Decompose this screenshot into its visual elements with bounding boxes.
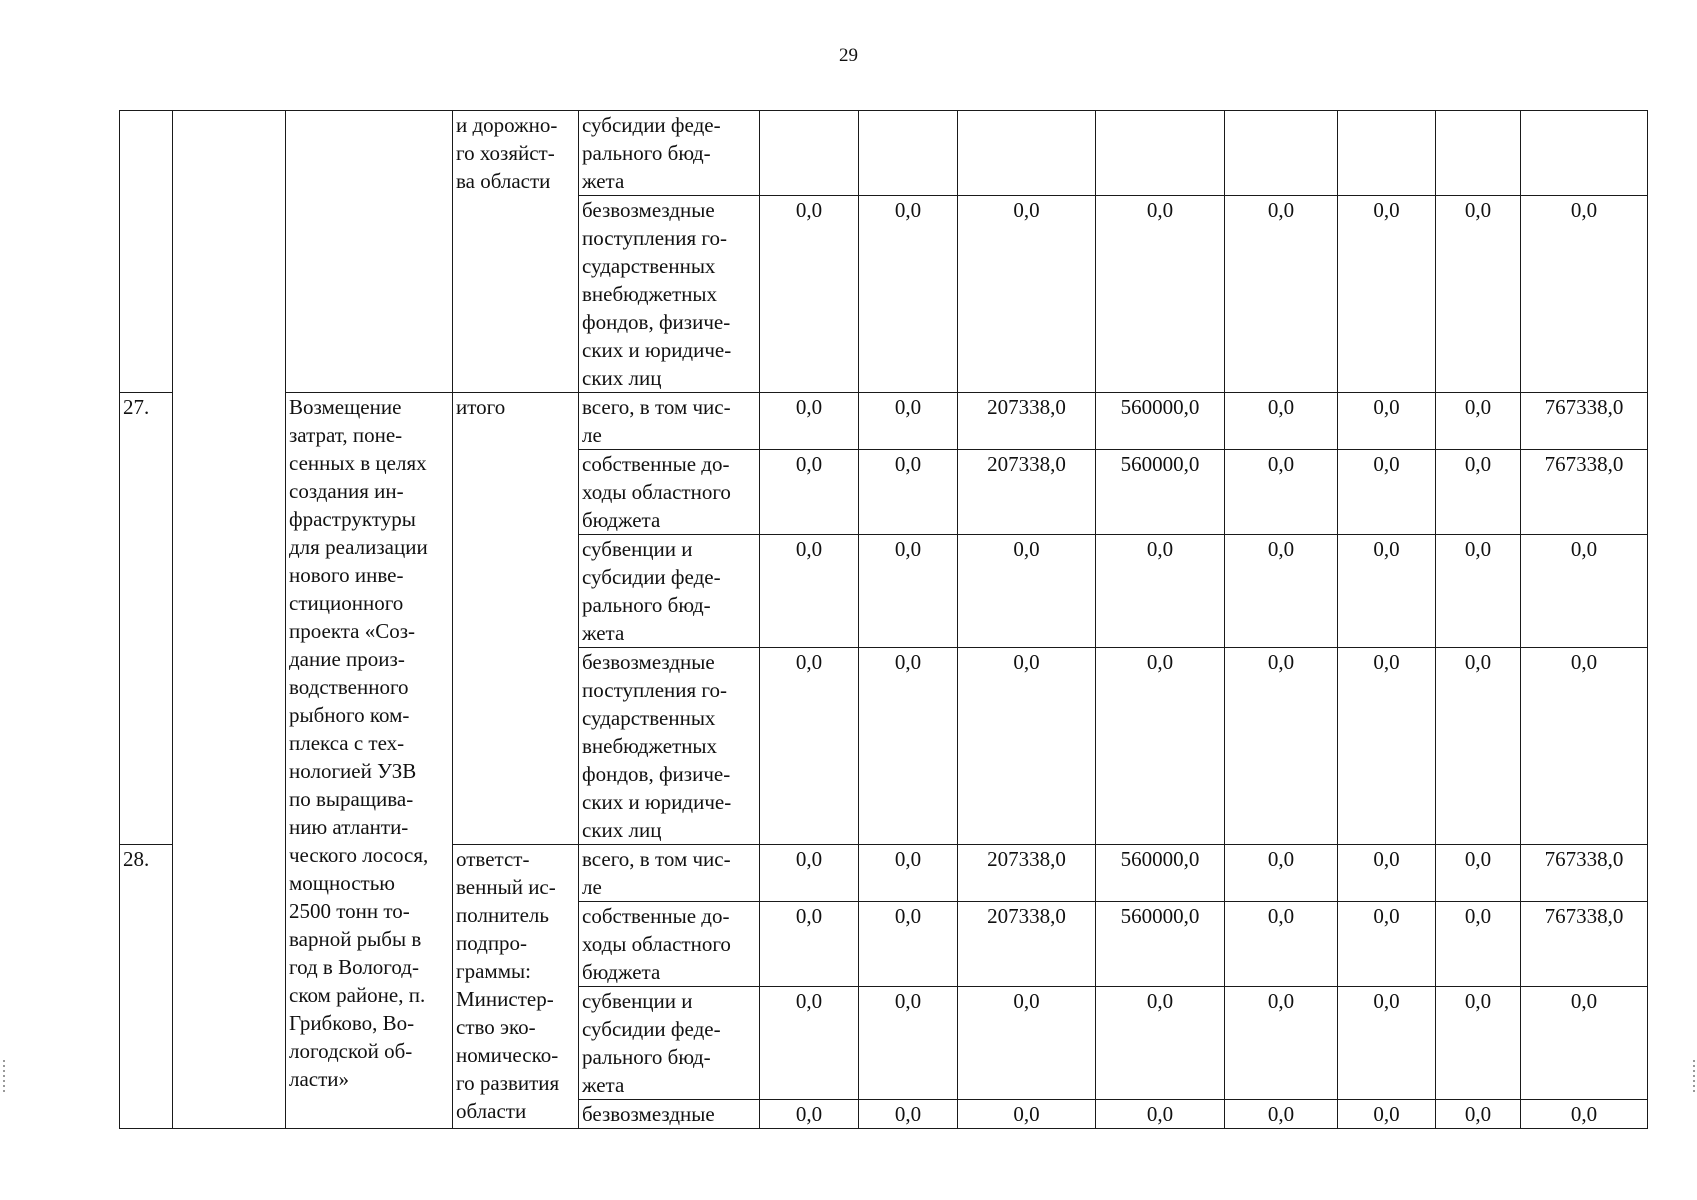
value-cell: 0,0 [1338, 535, 1436, 648]
value-cell [1436, 111, 1521, 196]
value-cell: 0,0 [1096, 648, 1225, 845]
funding-source-cell: собственные до- ходы областного бюджета [579, 902, 760, 987]
value-cell: 767338,0 [1521, 450, 1648, 535]
value-cell: 0,0 [859, 393, 958, 450]
table-row [120, 111, 1648, 196]
value-cell: 207338,0 [958, 393, 1096, 450]
executor-cell: и дорожно- го хозяйст- ва области [453, 111, 579, 393]
row-number-cell: 27. [120, 393, 173, 845]
value-cell: 0,0 [1521, 648, 1648, 845]
scan-edge-mark-left [3, 1060, 5, 1094]
value-cell: 0,0 [760, 393, 859, 450]
value-cell: 0,0 [1436, 987, 1521, 1100]
funding-source-cell: безвозмездные поступления го- сударственных внебюджетных фондов, физиче- ских и юридиче- ских лиц [579, 196, 760, 393]
value-cell [1225, 111, 1338, 196]
funding-source-cell: безвозмездные [579, 1100, 760, 1129]
value-cell: 0,0 [1338, 987, 1436, 1100]
value-cell: 0,0 [1521, 987, 1648, 1100]
value-cell: 0,0 [1436, 648, 1521, 845]
row-number-cell [120, 111, 173, 393]
budget-table [119, 110, 1648, 1129]
value-cell: 0,0 [1225, 845, 1338, 902]
value-cell: 0,0 [1436, 450, 1521, 535]
value-cell: 0,0 [1436, 902, 1521, 987]
value-cell: 767338,0 [1521, 845, 1648, 902]
value-cell: 0,0 [1338, 196, 1436, 393]
value-cell [760, 111, 859, 196]
value-cell: 0,0 [1096, 1100, 1225, 1129]
value-cell: 0,0 [1521, 196, 1648, 393]
value-cell: 0,0 [1436, 535, 1521, 648]
value-cell: 0,0 [1096, 535, 1225, 648]
value-cell: 0,0 [760, 902, 859, 987]
value-cell: 0,0 [1225, 987, 1338, 1100]
value-cell: 0,0 [859, 196, 958, 393]
value-cell: 560000,0 [1096, 845, 1225, 902]
value-cell: 0,0 [1338, 1100, 1436, 1129]
value-cell: 0,0 [1225, 393, 1338, 450]
program-column-cell [173, 111, 286, 1129]
value-cell: 0,0 [1436, 845, 1521, 902]
value-cell: 0,0 [859, 535, 958, 648]
executor-cell: ответст- венный ис- полнитель подпро- граммы: Министер- ство эко- номическо- го развития области [453, 845, 579, 1129]
value-cell: 0,0 [958, 987, 1096, 1100]
value-cell: 0,0 [859, 902, 958, 987]
value-cell: 0,0 [1225, 648, 1338, 845]
value-cell [1521, 111, 1648, 196]
funding-source-cell: безвозмездные поступления го- сударственных внебюджетных фондов, физиче- ских и юридиче- ских лиц [579, 648, 760, 845]
funding-source-cell: субсидии феде- рального бюд- жета [579, 111, 760, 196]
value-cell: 767338,0 [1521, 393, 1648, 450]
value-cell: 0,0 [958, 1100, 1096, 1129]
value-cell: 0,0 [760, 987, 859, 1100]
value-cell: 560000,0 [1096, 450, 1225, 535]
description-cell: Возмещение затрат, поне- сенных в целях создания ин- фраструктуры для реализации нового инве- стиционного проекта «Соз- дание произ- водственного рыбного ком- плекса с тех- нологией УЗВ по выращива- нию атланти- ческого лосося, мощностью 2500 тонн то- варной рыбы в год в Вологод- ском районе, п. Грибково, Во- логодской об- ласти» [286, 393, 453, 1129]
value-cell: 560000,0 [1096, 393, 1225, 450]
value-cell: 0,0 [1096, 196, 1225, 393]
value-cell: 207338,0 [958, 450, 1096, 535]
funding-source-cell: субвенции и субсидии феде- рального бюд- жета [579, 987, 760, 1100]
value-cell [958, 111, 1096, 196]
value-cell [1096, 111, 1225, 196]
value-cell: 0,0 [760, 1100, 859, 1129]
value-cell: 0,0 [760, 845, 859, 902]
funding-source-cell: собственные до- ходы областного бюджета [579, 450, 760, 535]
value-cell: 0,0 [1338, 393, 1436, 450]
value-cell: 0,0 [1338, 845, 1436, 902]
value-cell: 0,0 [1521, 1100, 1648, 1129]
page-number: 29 [839, 45, 858, 66]
value-cell: 0,0 [1225, 196, 1338, 393]
value-cell: 0,0 [1225, 1100, 1338, 1129]
value-cell: 767338,0 [1521, 902, 1648, 987]
value-cell: 560000,0 [1096, 902, 1225, 987]
value-cell: 0,0 [760, 535, 859, 648]
row-number-cell: 28. [120, 845, 173, 1129]
funding-source-cell: субвенции и субсидии феде- рального бюд- жета [579, 535, 760, 648]
table-row [120, 393, 1648, 450]
value-cell: 0,0 [958, 648, 1096, 845]
value-cell: 0,0 [1096, 987, 1225, 1100]
value-cell: 0,0 [859, 1100, 958, 1129]
value-cell: 0,0 [958, 196, 1096, 393]
value-cell: 0,0 [1436, 1100, 1521, 1129]
value-cell: 0,0 [760, 648, 859, 845]
value-cell: 0,0 [859, 987, 958, 1100]
funding-source-cell: всего, в том чис- ле [579, 393, 760, 450]
value-cell: 0,0 [1436, 393, 1521, 450]
value-cell: 0,0 [1338, 902, 1436, 987]
value-cell: 0,0 [859, 450, 958, 535]
funding-source-cell: всего, в том чис- ле [579, 845, 760, 902]
value-cell: 0,0 [1225, 450, 1338, 535]
value-cell: 0,0 [859, 648, 958, 845]
value-cell: 0,0 [859, 845, 958, 902]
value-cell: 0,0 [1521, 535, 1648, 648]
scan-edge-mark-right [1693, 1060, 1695, 1094]
value-cell: 0,0 [1225, 902, 1338, 987]
value-cell: 207338,0 [958, 902, 1096, 987]
value-cell: 0,0 [1338, 648, 1436, 845]
value-cell: 0,0 [760, 450, 859, 535]
value-cell: 0,0 [1225, 535, 1338, 648]
value-cell [1338, 111, 1436, 196]
value-cell: 0,0 [958, 535, 1096, 648]
executor-cell: итого [453, 393, 579, 845]
value-cell: 0,0 [760, 196, 859, 393]
value-cell: 0,0 [1436, 196, 1521, 393]
description-cell [286, 111, 453, 393]
value-cell: 0,0 [1338, 450, 1436, 535]
value-cell: 207338,0 [958, 845, 1096, 902]
value-cell [859, 111, 958, 196]
